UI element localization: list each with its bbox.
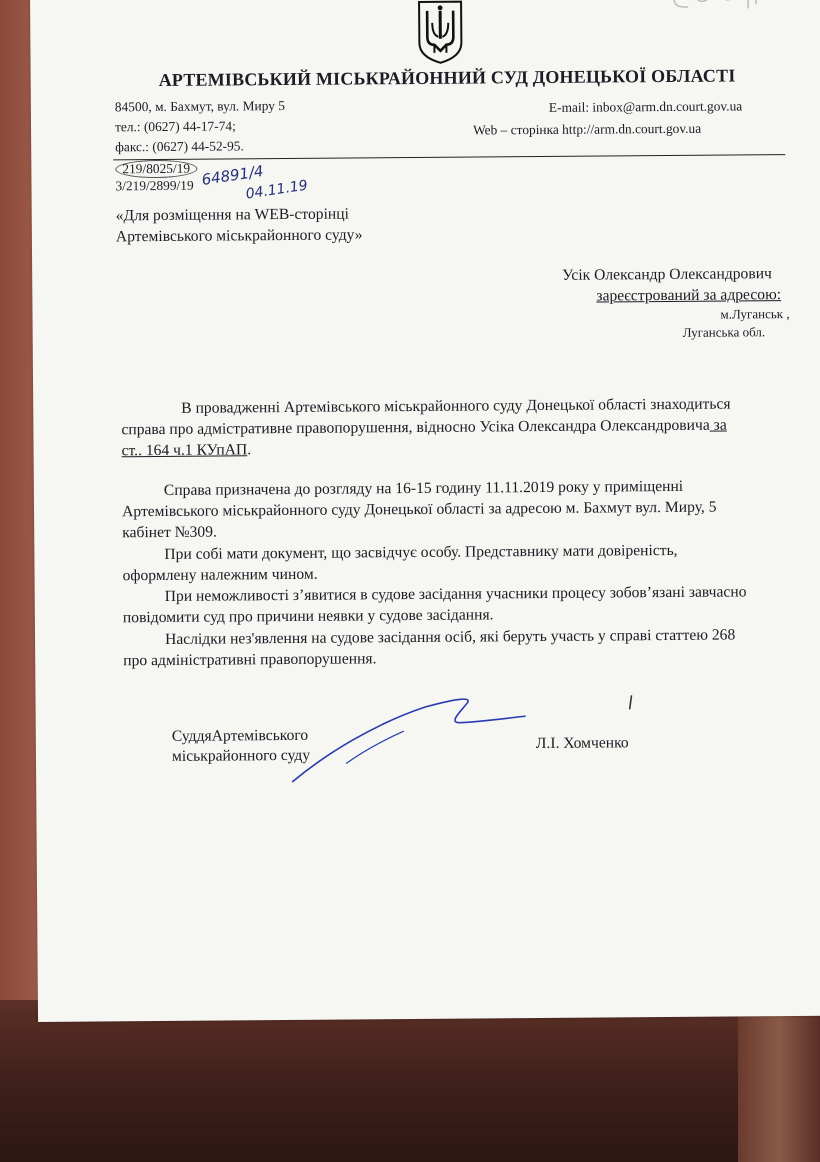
body-p5-line2: про адміністративні правопорушення. (123, 650, 377, 670)
court-fax: факс.: (0627) 44-52-95. (115, 138, 244, 155)
signature-title-line2: міськрайонного суду (171, 746, 311, 765)
recipient-name: Усік Олександр Олександрович (562, 265, 772, 284)
body-p2-line3: кабінет №309. (122, 523, 217, 542)
body-p4-line1: При неможливості з’явитися в судове засідання учасники процесу зобов’язані завчасно (164, 583, 747, 605)
court-name-heading: АРТЕМІВСЬКИЙ МІСЬКРАЙОННИЙ СУД ДОНЕЦЬКОЇ ОБЛАСТІ (158, 65, 736, 90)
placement-note-line2: Артемівського міськрайонного суду» (115, 226, 363, 246)
document-page (30, 0, 820, 1022)
recipient-city: м.Луганськ , (720, 306, 790, 322)
body-p2-line2: Артемівського міськрайонного суду Донецької області за адресою м. Бахмут вул. Миру, 5 (121, 498, 717, 521)
body-p1-line2 (121, 417, 726, 440)
recipient-registered-label: зареєстрований за адресою: (596, 286, 782, 305)
handwritten-reg-date: 04.11.19 (244, 177, 309, 203)
header-divider (113, 154, 785, 160)
coat-of-arms-icon (416, 0, 465, 65)
body-p1-line3 (122, 441, 252, 460)
case-number-secondary: 3/219/2899/19 (115, 177, 194, 194)
court-email: E-mail: inbox@arm.dn.court.gov.ua (548, 98, 743, 115)
body-p2-line1: Справа призначена до розгляду на 16-15 годину 11.11.2019 року у приміщенні (163, 477, 684, 499)
body-p1-line3-end: . (247, 441, 252, 459)
body-p3-line2: оформлену належним чином. (122, 565, 318, 585)
placement-note-line1: «Для розміщення на WEB-сторінці (115, 205, 349, 225)
body-p1-line2-underlined: за (709, 416, 727, 434)
scan-background-bottom (0, 1000, 820, 1162)
court-phone: тел.: (0627) 44-17-74; (114, 118, 236, 135)
body-p1-line1: В провадженні Артемівського міськрайонного суду Донецької області знаходиться (181, 395, 731, 417)
body-p5-line1: Наслідки нез'явлення на судове засідання осіб, які беруть участь у справі статтею 268 (164, 626, 736, 648)
signature-title-line1: СуддяАртемівського (171, 726, 309, 745)
recipient-region: Луганська обл. (682, 324, 766, 340)
ink-speck-icon (621, 691, 641, 715)
body-p4-line2: повідомити суд про причини неявки у судове засідання. (122, 606, 494, 627)
judge-signature-icon (285, 692, 536, 789)
body-p3-line1: При собі мати документ, що засвідчує особу. Представнику мати довіреність, (164, 541, 678, 563)
case-number-stamped: 219/8025/19 (115, 160, 197, 179)
pencil-mark-icon (652, 0, 772, 19)
scan-background-right (738, 1000, 820, 1162)
body-p1-article: ст.. 164 ч.1 КУпАП (121, 441, 248, 460)
court-address: 84500, м. Бахмут, вул. Миру 5 (114, 98, 285, 115)
court-website: Web – сторінка http://arm.dn.court.gov.ua (473, 120, 702, 138)
handwritten-reg-number: 64891/4 (200, 161, 265, 189)
body-p1-line2-text: справа про адмістративне правопорушення, відносно Усіка Олександра Олександровича (121, 416, 710, 439)
judge-name: Л.І. Хомченко (535, 734, 629, 753)
